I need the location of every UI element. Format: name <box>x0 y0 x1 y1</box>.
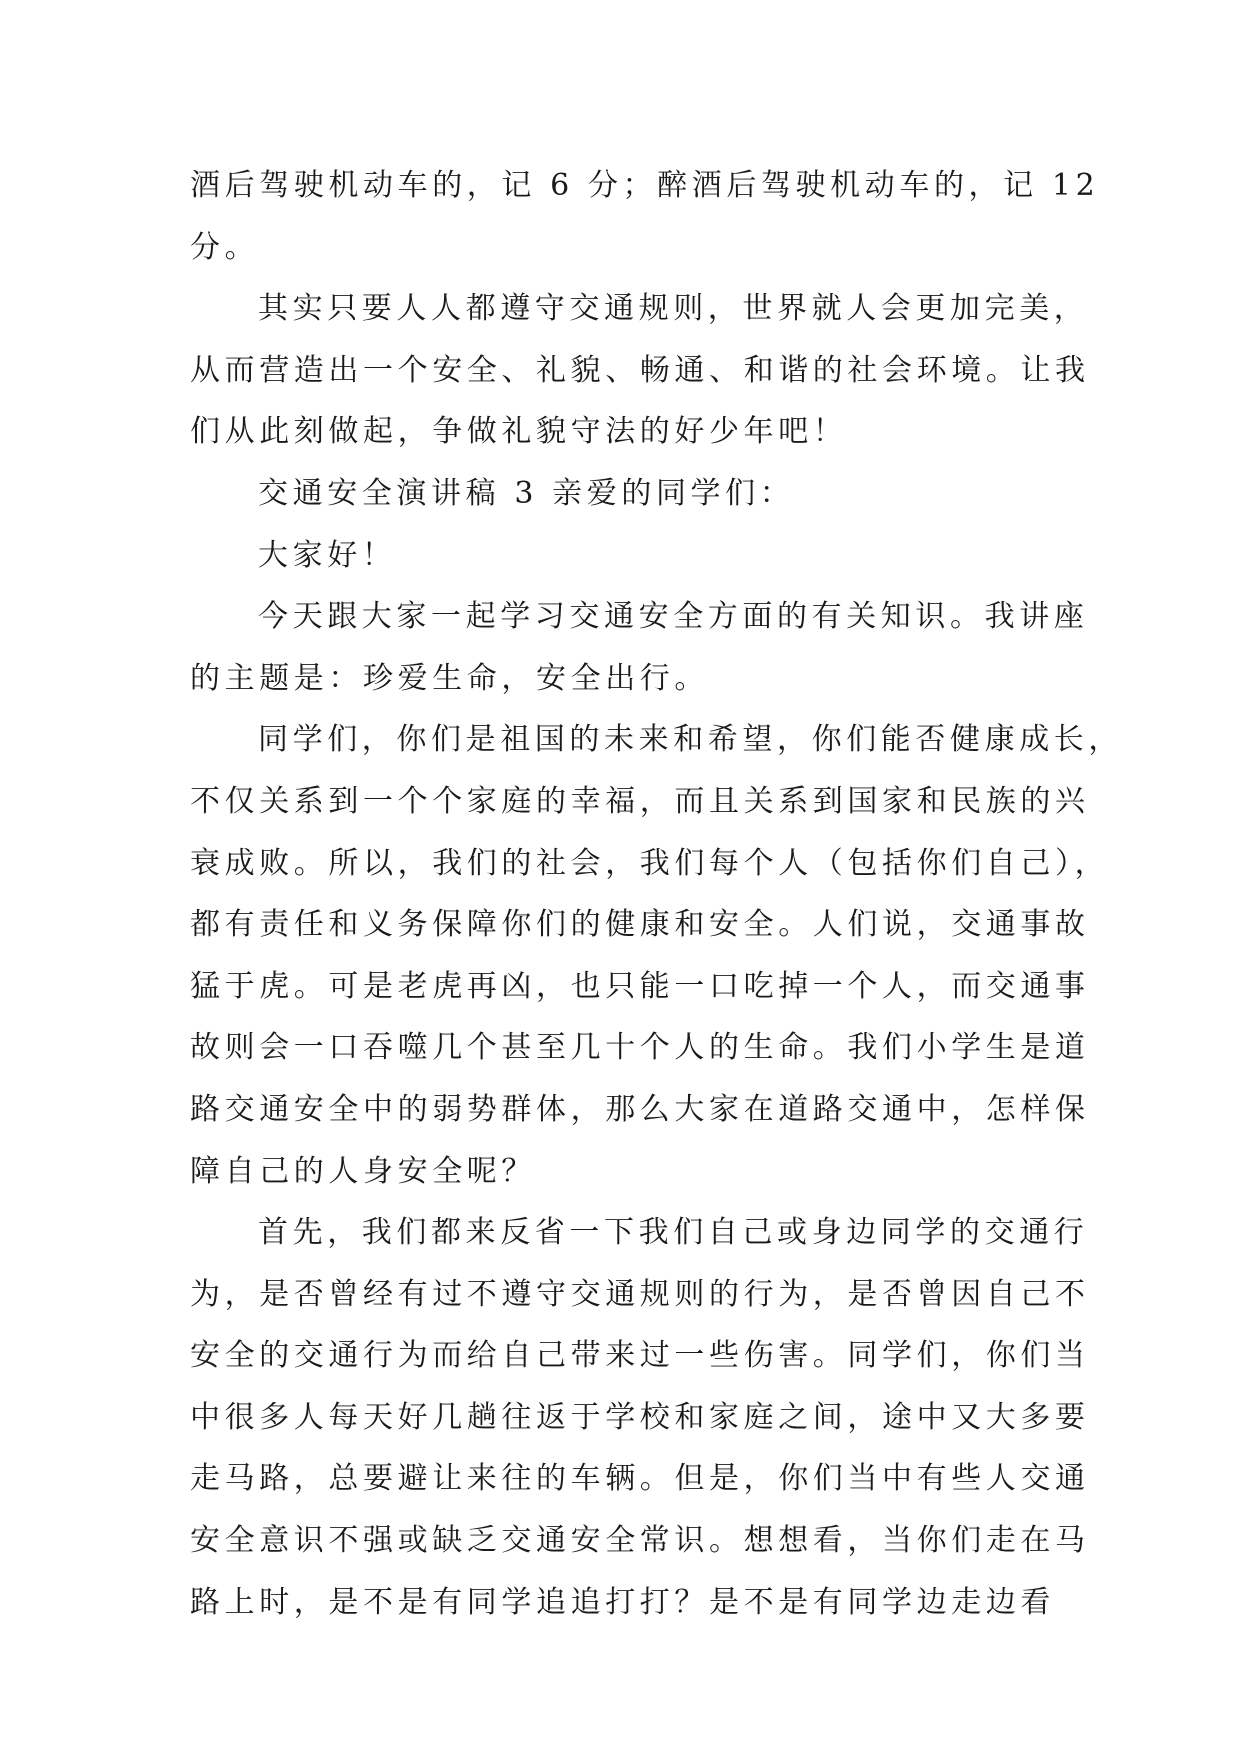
text-line: 酒后驾驶机动车的，记 6 分；醉酒后驾驶机动车的，记 12 <box>190 168 1100 203</box>
text-line: 中很多人每天好几趟往返于学校和家庭之间，途中又大多要 <box>190 1399 1090 1435</box>
document-body <box>190 155 1123 1633</box>
text-line: 路交通安全中的弱势群体，那么大家在道路交通中，怎样保 <box>190 1091 1090 1127</box>
text-line: 不仅关系到一个个家庭的幸福，而且关系到国家和民族的兴 <box>190 783 1090 819</box>
text-line: 从而营造出一个安全、礼貌、畅通、和谐的社会环境。让我 <box>190 352 1090 388</box>
text-line: 其实只要人人都遵守交通规则，世界就人会更加完美， <box>258 291 1089 327</box>
text-line: 大家好！ <box>258 537 397 573</box>
text-line: 猛于虎。可是老虎再凶，也只能一口吃掉一个人，而交通事 <box>190 968 1090 1004</box>
text-line: 今天跟大家一起学习交通安全方面的有关知识。我讲座 <box>258 599 1089 635</box>
text-line: 首先，我们都来反省一下我们自己或身边同学的交通行 <box>258 1215 1089 1251</box>
text-line: 衰成败。所以，我们的社会，我们每个人（包括你们自己）， <box>190 845 1110 881</box>
text-line: 的主题是：珍爱生命，安全出行。 <box>190 660 709 696</box>
text-line: 为，是否曾经有过不遵守交通规则的行为，是否曾因自己不 <box>190 1276 1090 1312</box>
text-line: 都有责任和义务保障你们的健康和安全。人们说，交通事故 <box>190 907 1090 943</box>
text-line: 分。 <box>190 229 260 265</box>
text-line: 同学们，你们是祖国的未来和希望，你们能否健康成长， <box>258 722 1123 758</box>
text-line: 安全意识不强或缺乏交通安全常识。想想看，当你们走在马 <box>190 1523 1090 1559</box>
text-line: 故则会一口吞噬几个甚至几十个人的生命。我们小学生是道 <box>190 1030 1090 1066</box>
text-line: 走马路，总要避让来往的车辆。但是，你们当中有些人交通 <box>190 1461 1090 1497</box>
text-line: 路上时，是不是有同学追追打打？是不是有同学边走边看 <box>190 1584 1055 1620</box>
text-line: 们从此刻做起，争做礼貌守法的好少年吧！ <box>190 414 848 450</box>
text-line: 交通安全演讲稿 3 亲爱的同学们： <box>258 475 795 511</box>
text-line: 安全的交通行为而给自己带来过一些伤害。同学们，你们当 <box>190 1338 1090 1374</box>
text-line: 障自己的人身安全呢？ <box>190 1153 536 1189</box>
